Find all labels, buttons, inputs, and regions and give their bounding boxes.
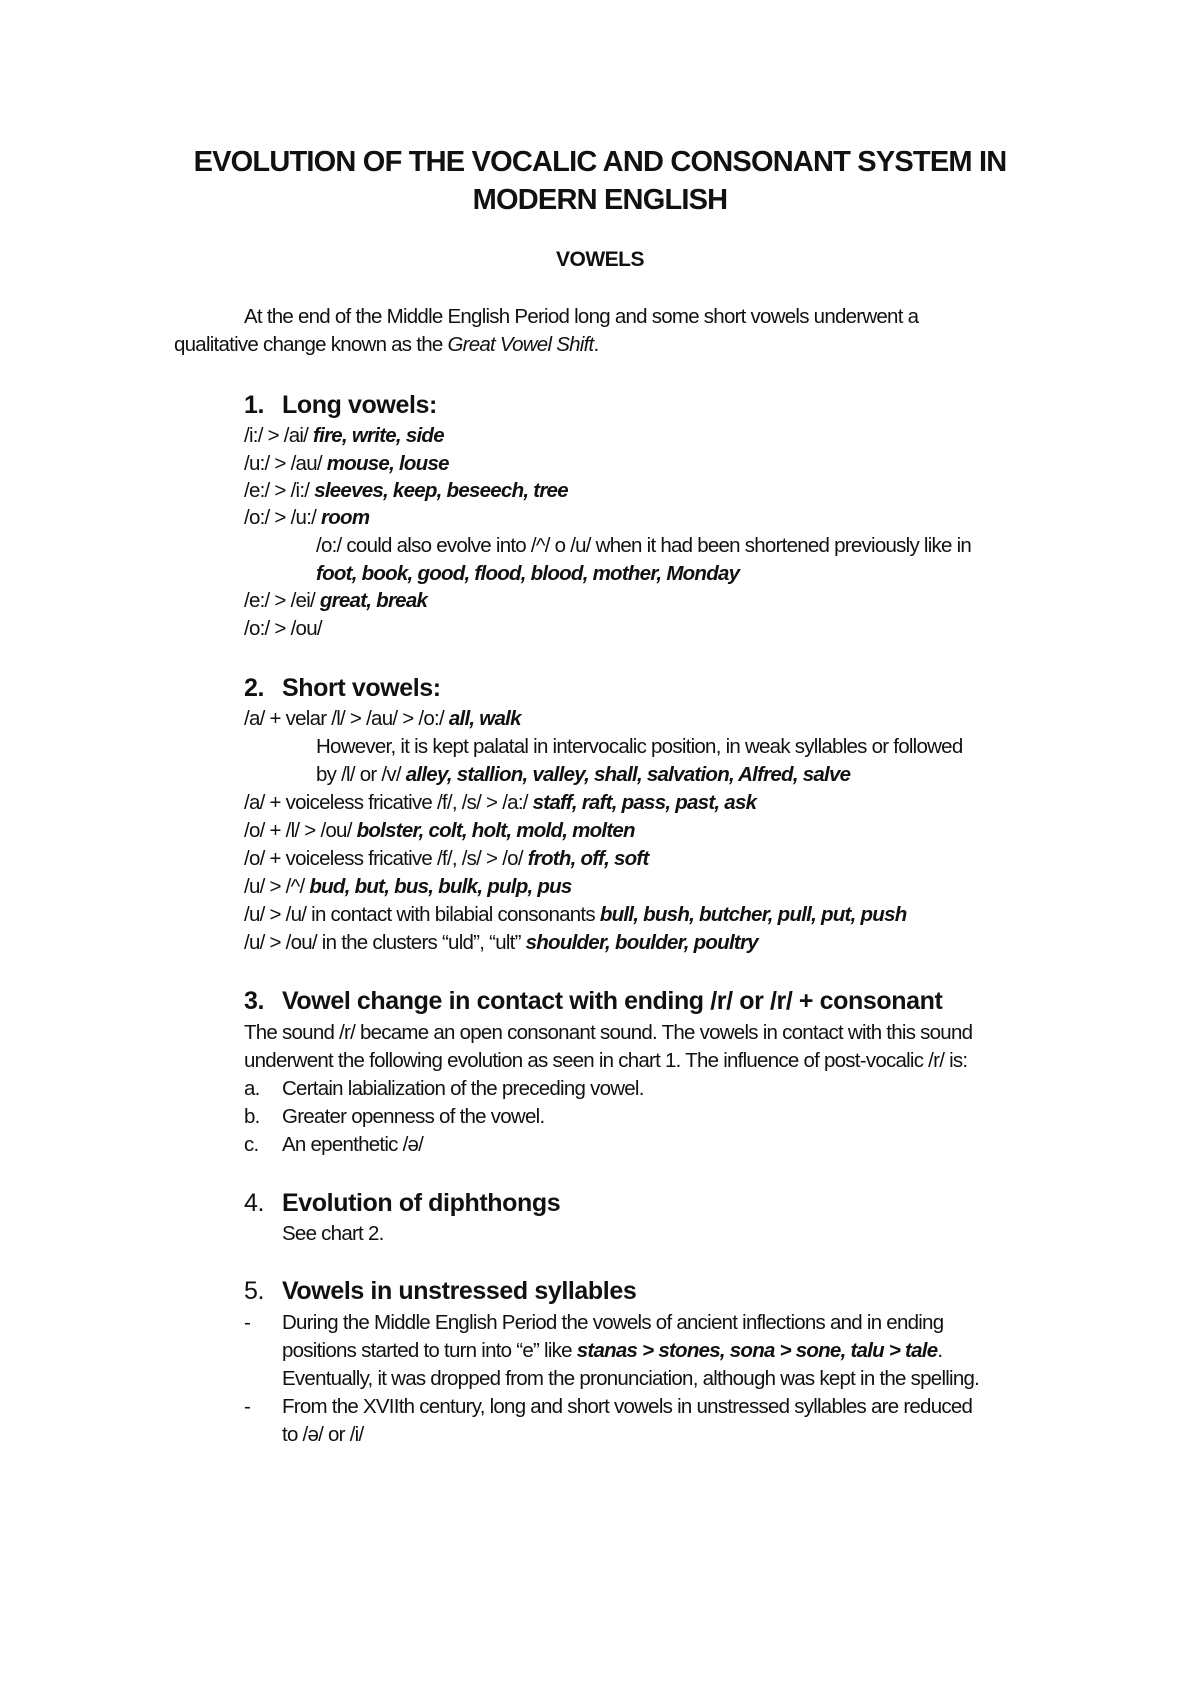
short-vowel-rule-7 [244, 929, 758, 957]
section-4-number: 4. [244, 1189, 265, 1217]
great-vowel-shift-term: Great Vowel Shift [447, 333, 594, 356]
bullet-1-line-2 [282, 1337, 942, 1365]
section-4-title: Evolution of diphthongs [282, 1189, 561, 1217]
document-title-line-2: MODERN ENGLISH [472, 184, 728, 216]
short-vowel-rule-1 [244, 705, 521, 733]
long-vowel-rule-2 [244, 450, 449, 478]
list-text: Certain labialization of the preceding vowel. [282, 1077, 644, 1100]
short-vowel-rule-2 [244, 789, 756, 817]
rule-examples: all, walk [448, 707, 521, 730]
section-4-body: See chart 2. [282, 1222, 384, 1245]
intro-line-1: At the end of the Middle English Period long and some short vowels underwent a [244, 305, 919, 328]
rule-examples: shoulder, boulder, poultry [525, 931, 758, 954]
rule-examples: sleeves, keep, beseech, tree [314, 479, 568, 502]
rule-text: /u/ > /^/ [244, 875, 310, 898]
list-label: a. [244, 1077, 260, 1100]
section-3-title: Vowel change in contact with ending /r/ or /r/ + consonant [282, 987, 943, 1015]
document-title-line-1: EVOLUTION OF THE VOCALIC AND CONSONANT SYSTEM IN [193, 146, 1007, 178]
bullet-2-line-2: to /ə/ or /i/ [282, 1423, 364, 1446]
short-vowel-note-2 [316, 761, 850, 789]
bullet-dash: - [244, 1311, 251, 1334]
rule-examples: fire, write, side [313, 424, 444, 447]
intro-line-2 [174, 331, 598, 359]
rule-text: /a/ + velar /l/ > /au/ > /o:/ [244, 707, 449, 730]
rule-text: /e:/ > /i:/ [244, 479, 315, 502]
long-vowel-rule-1 [244, 422, 444, 450]
rule-examples: room [321, 506, 370, 529]
section-3-paragraph-line-2: underwent the following evolution as seen in chart 1. The influence of post-vocalic /r/ is: [244, 1049, 968, 1072]
list-item [244, 1075, 644, 1103]
rule-examples: foot, book, good, flood, blood, mother, Monday [316, 562, 740, 585]
rule-examples: staff, raft, pass, past, ask [532, 791, 757, 814]
rule-text: by /l/ or /v/ [316, 763, 406, 786]
list-text: Greater openness of the vowel. [282, 1105, 545, 1128]
long-vowel-note: /o:/ could also evolve into /^/ o /u/ when it had been shortened previously like in [316, 534, 972, 557]
rule-examples: alley, stallion, valley, shall, salvation, Alfred, salve [405, 763, 851, 786]
bullet-1-line-3: Eventually, it was dropped from the pronunciation, although was kept in the spelling. [282, 1367, 980, 1390]
rule-text: /o/ + voiceless fricative /f/, /s/ > /o/ [244, 847, 528, 870]
rule-examples: bolster, colt, holt, mold, molten [356, 819, 635, 842]
rule-text: /e:/ > /ei/ [244, 589, 320, 612]
list-label: b. [244, 1105, 260, 1128]
long-vowel-rule-4 [244, 504, 369, 532]
rule-text: /i:/ > /ai/ [244, 424, 314, 447]
rule-text: /a/ + voiceless fricative /f/, /s/ > /a:/ [244, 791, 533, 814]
section-3-number: 3. [244, 987, 265, 1015]
bullet-2-line-1: From the XVIIth century, long and short vowels in unstressed syllables are reduced [282, 1395, 973, 1418]
rule-text: /u:/ > /au/ [244, 452, 327, 475]
section-3-paragraph-line-1: The sound /r/ became an open consonant sound. The vowels in contact with this sound [244, 1021, 973, 1044]
short-vowel-rule-4 [244, 845, 649, 873]
intro-text: qualitative change known as the [174, 333, 448, 356]
section-5-heading [244, 1276, 636, 1306]
short-vowel-rule-3 [244, 817, 635, 845]
short-vowel-rule-6 [244, 901, 907, 929]
rule-text: /o/ + /l/ > /ou/ [244, 819, 357, 842]
short-vowel-rule-5 [244, 873, 572, 901]
section-2-number: 2. [244, 674, 265, 702]
rule-examples: great, break [319, 589, 428, 612]
section-1-number: 1. [244, 391, 265, 419]
list-item [244, 1103, 544, 1131]
section-1-heading [244, 390, 437, 420]
long-vowel-note-examples [316, 560, 739, 588]
rule-examples: froth, off, soft [527, 847, 649, 870]
rule-text: /u/ > /ou/ in the clusters “uld”, “ult” [244, 931, 526, 954]
long-vowel-rule-3 [244, 477, 568, 505]
section-1-title: Long vowels: [282, 391, 437, 419]
long-vowel-rule-6: /o:/ > /ou/ [244, 617, 322, 640]
section-4-heading [244, 1188, 560, 1218]
intro-period: . [593, 333, 599, 356]
bullet-dash: - [244, 1395, 251, 1418]
rule-examples: bull, bush, butcher, pull, put, push [599, 903, 907, 926]
rule-text: /o:/ > /u:/ [244, 506, 322, 529]
section-5-number: 5. [244, 1277, 265, 1305]
rule-examples: bud, but, bus, bulk, pulp, pus [309, 875, 572, 898]
section-5-title: Vowels in unstressed syllables [282, 1277, 637, 1305]
bullet-text: positions started to turn into “e” like [282, 1339, 577, 1362]
section-2-heading [244, 673, 441, 703]
list-text: An epenthetic /ə/ [282, 1133, 424, 1156]
bullet-1-line-1: During the Middle English Period the vowels of ancient inflections and in ending [282, 1311, 944, 1334]
list-item [244, 1131, 423, 1159]
rule-text: /u/ > /u/ in contact with bilabial consonants [244, 903, 600, 926]
bullet-period: . [937, 1339, 943, 1362]
vowels-heading: VOWELS [555, 248, 644, 271]
section-3-heading [244, 986, 942, 1016]
bullet-examples: stanas > stones, sona > sone, talu > tale [576, 1339, 938, 1362]
short-vowel-note-1: However, it is kept palatal in intervocalic position, in weak syllables or followed [316, 735, 963, 758]
list-label: c. [244, 1133, 259, 1156]
long-vowel-rule-5 [244, 587, 427, 615]
rule-examples: mouse, louse [326, 452, 449, 475]
section-2-title: Short vowels: [282, 674, 441, 702]
